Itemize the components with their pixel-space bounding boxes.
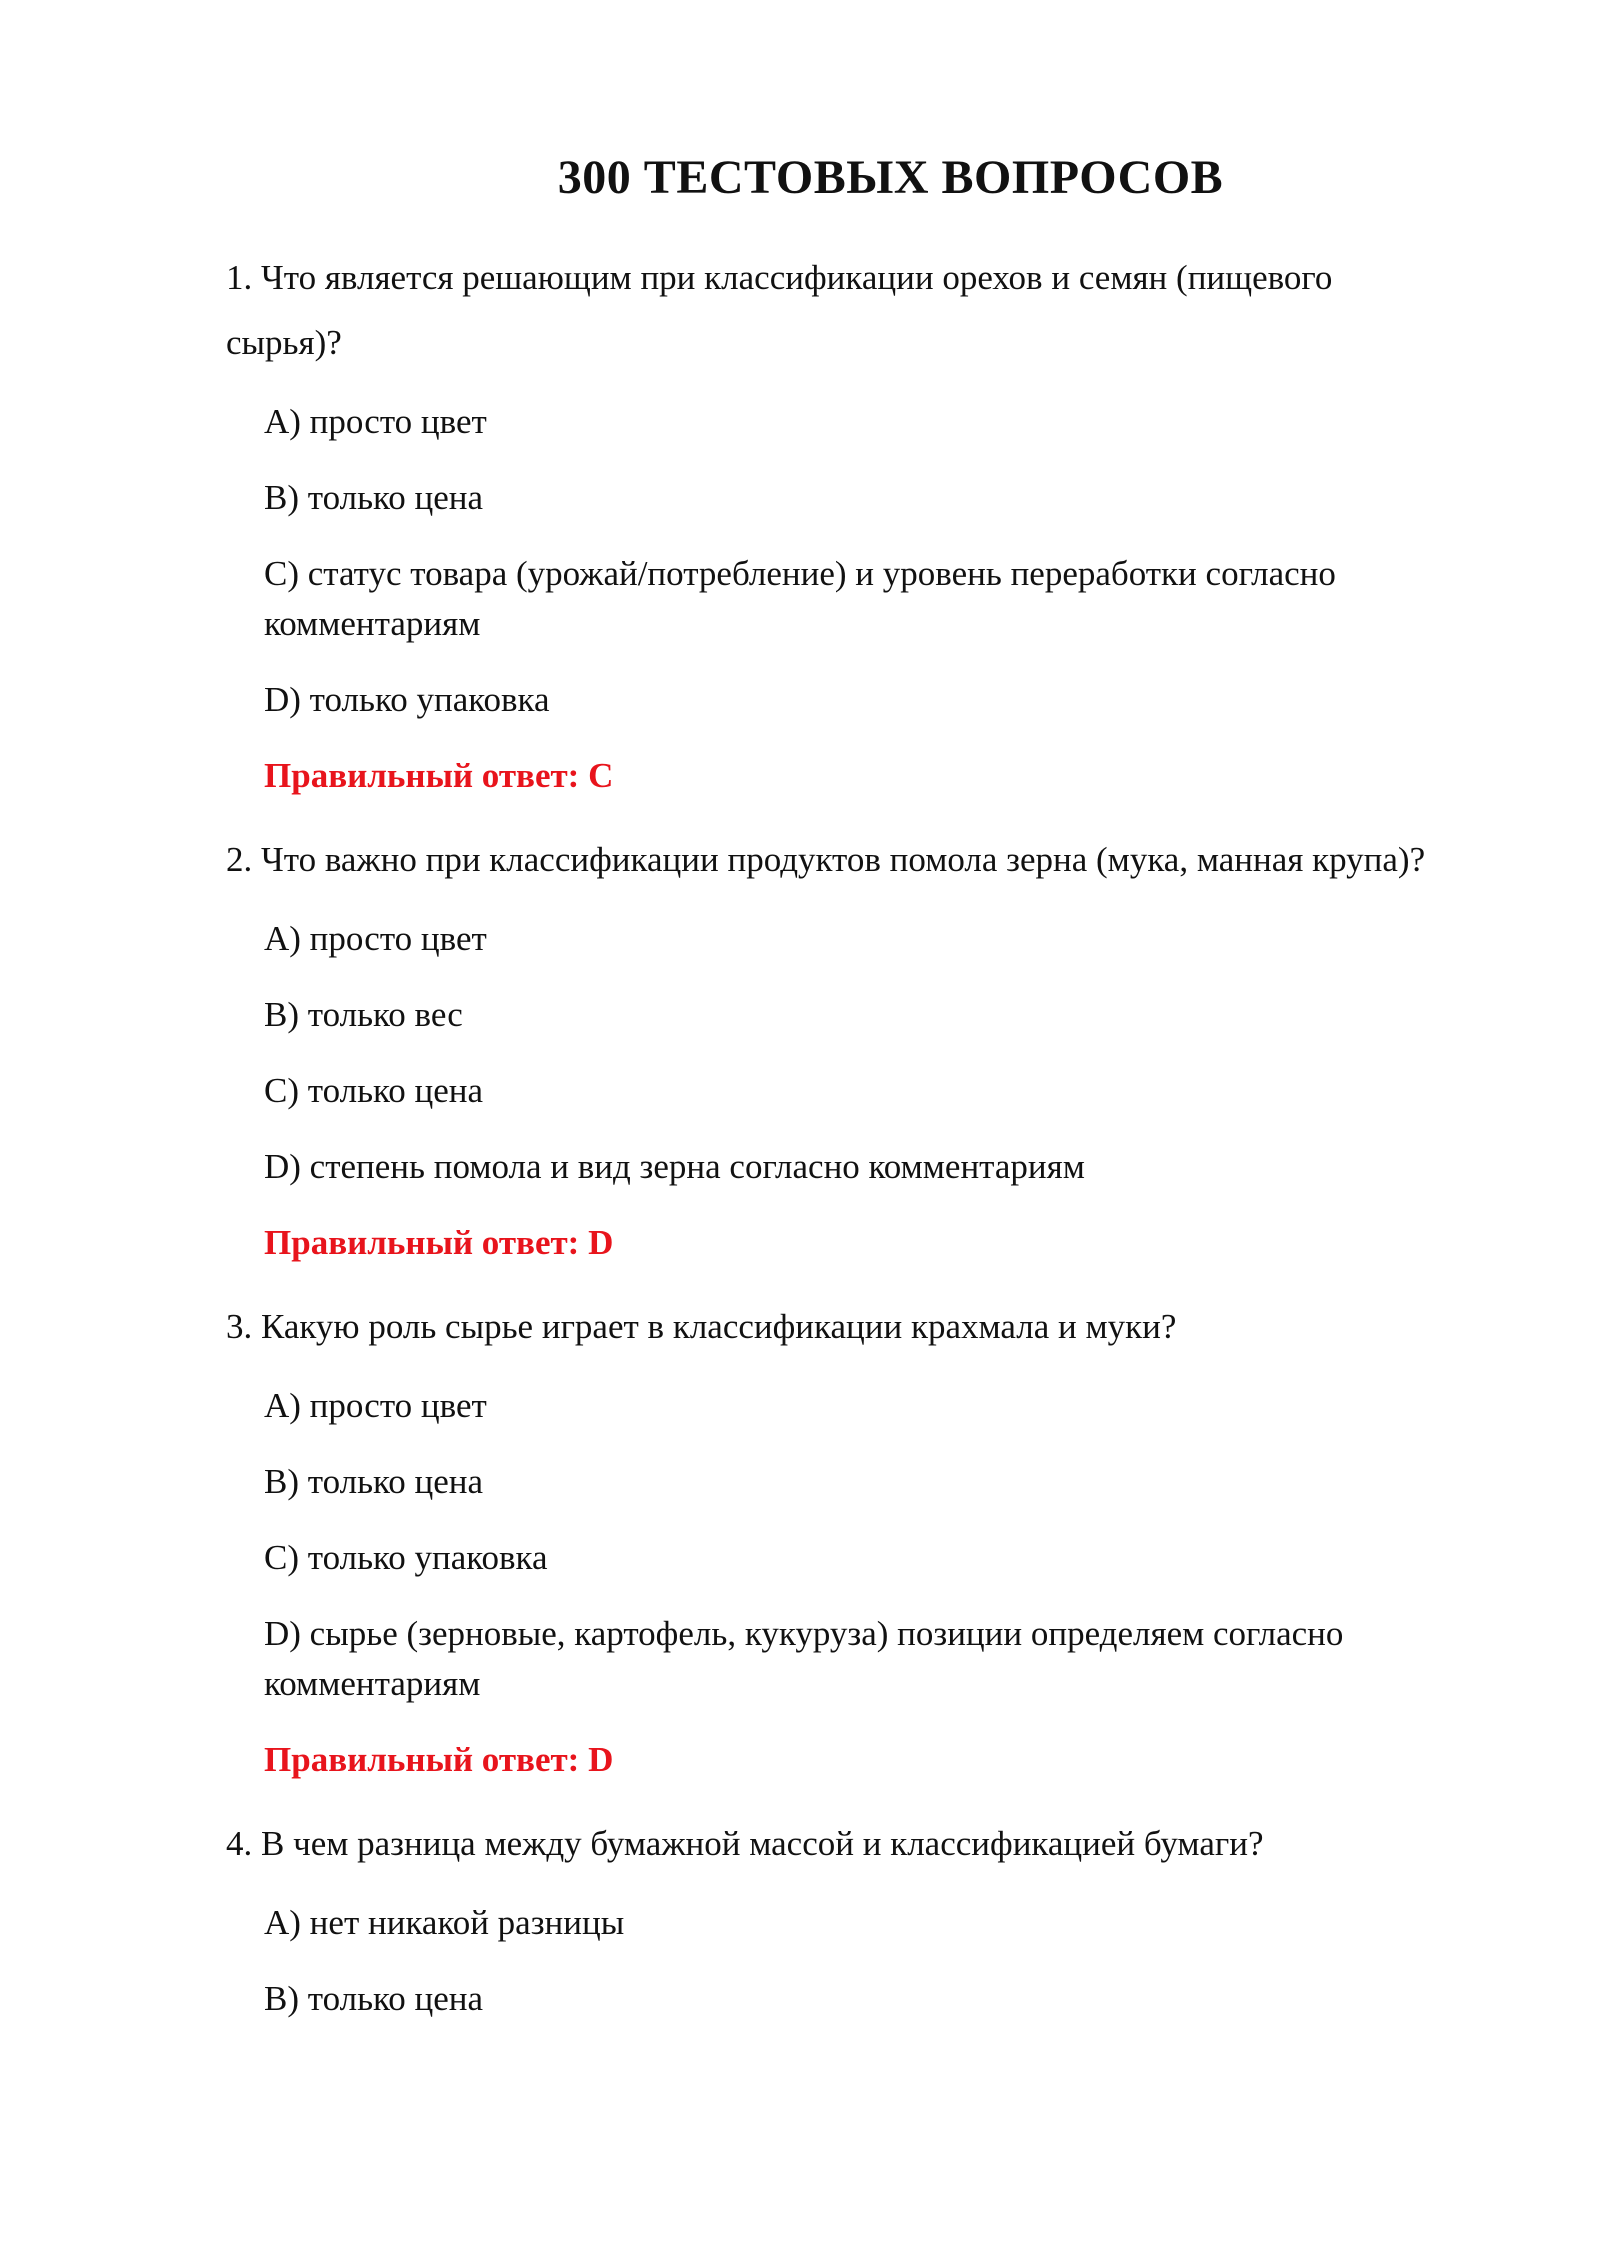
correct-answer: Правильный ответ: D bbox=[264, 1740, 614, 1779]
options-list bbox=[264, 1898, 1440, 2024]
option-a: A) просто цвет bbox=[264, 402, 487, 441]
question-text: 2. Что важно при классификации продуктов помола зерна (мука, манная крупа)? bbox=[226, 840, 1426, 879]
question-block bbox=[226, 1811, 1440, 2024]
options-list bbox=[264, 397, 1440, 801]
option-b: B) только вес bbox=[264, 995, 463, 1034]
option-d: D) сырье (зерновые, картофель, кукуруза) позиции определяем согласно комментариям bbox=[264, 1614, 1344, 1703]
option-c: C) статус товара (урожай/потребление) и уровень переработки согласно комментариям bbox=[264, 554, 1336, 643]
document-title: 300 ТЕСТОВЫХ ВОПРОСОВ bbox=[557, 151, 1224, 204]
correct-answer: Правильный ответ: C bbox=[264, 756, 614, 795]
question-text: 4. В чем разница между бумажной массой и классификацией бумаги? bbox=[226, 1824, 1264, 1863]
option-c: C) только упаковка bbox=[264, 1538, 548, 1577]
option-b: B) только цена bbox=[264, 478, 484, 517]
options-list bbox=[264, 914, 1440, 1268]
option-b: B) только цена bbox=[264, 1462, 484, 1501]
options-list bbox=[264, 1381, 1440, 1785]
correct-answer: Правильный ответ: D bbox=[264, 1223, 614, 1262]
question-block bbox=[226, 1294, 1440, 1785]
option-a: A) просто цвет bbox=[264, 919, 487, 958]
question-text: 1. Что является решающим при классификации орехов и семян (пищевого сырья)? bbox=[226, 258, 1333, 362]
option-d: D) степень помола и вид зерна согласно комментариям bbox=[264, 1147, 1085, 1186]
option-d: D) только упаковка bbox=[264, 680, 550, 719]
question-block bbox=[226, 827, 1440, 1268]
question-text: 3. Какую роль сырье играет в классификации крахмала и муки? bbox=[226, 1307, 1177, 1346]
option-a: A) нет никакой разницы bbox=[264, 1903, 625, 1942]
option-b: B) только цена bbox=[264, 1979, 484, 2018]
option-a: A) просто цвет bbox=[264, 1386, 487, 1425]
question-block bbox=[226, 245, 1440, 801]
option-c: C) только цена bbox=[264, 1071, 484, 1110]
